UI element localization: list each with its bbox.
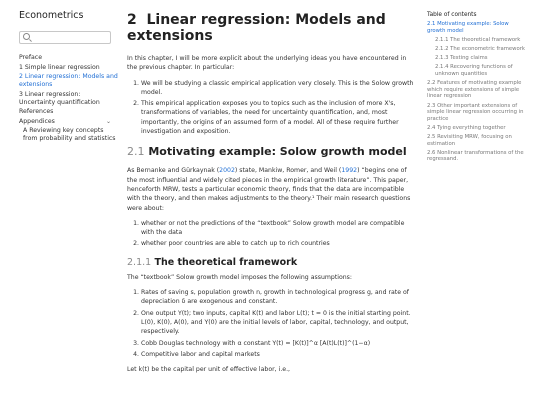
toc-title: Table of contents	[427, 12, 477, 18]
chapter-number: 2	[127, 12, 137, 28]
text-run: ) “begins one of the most influential and widely cited pieces in the empirical growth literature”. This paper, henceforth MRW, tests a particular economic theory, finds that the data are incompatible with the theory, and then makes adjustments to the theory.¹ Their main research questions were about:	[127, 167, 411, 212]
left-sidebar	[0, 0, 118, 405]
search-box[interactable]	[19, 31, 111, 44]
nav-item-chapter-1[interactable]: 1 Simple linear regression	[19, 63, 100, 71]
chevron-down-icon[interactable]: ⌄	[105, 117, 111, 125]
nav-item-appendices-label[interactable]: Appendices	[19, 117, 55, 125]
search-input[interactable]	[32, 32, 110, 43]
toc-item[interactable]: 2.1.3 Testing claims	[435, 55, 488, 62]
text-run: As Bernanke and Gürkaynak (	[127, 167, 220, 175]
section-title: Motivating example: Solow growth model	[148, 145, 407, 159]
toc-item[interactable]: 2.1 Motivating example: Solow growth model	[427, 21, 509, 34]
assumptions-list	[127, 288, 417, 359]
toc-item[interactable]: 2.3 Other important extensions of simple linear regression occurring in practice	[427, 102, 524, 122]
search-icon	[23, 33, 30, 40]
intro-paragraph: In this chapter, I will be more explicit about the underlying ideas you have encountered in the previous chapter. In particular:	[127, 55, 407, 72]
list-item: 1. Rates of saving s, population growth n, growth in technological progress g, and rate of depreciation δ are exogenous and constant.	[141, 288, 417, 307]
closing-paragraph: Let k(t) be the capital per unit of effective labor, i.e.,	[127, 366, 291, 374]
list-item: 1. whether or not the predictions of the “textbook” Solow growth model are compatible with the data	[141, 219, 417, 238]
toc-item[interactable]: 2.6 Nonlinear transformations of the regressand.	[427, 149, 524, 163]
nav-item-appendices[interactable]	[19, 118, 111, 128]
section-heading	[127, 145, 417, 158]
table-of-contents	[427, 12, 525, 166]
toc-item[interactable]: 2.4 Tying everything together	[427, 124, 506, 131]
toc-item[interactable]: 2.1.2 The econometric framework	[435, 45, 525, 52]
list-item: 3. Cobb Douglas technology with α constant Y(t) = [K(t)]^α [A(t)L(t)]^(1−α)	[141, 339, 417, 348]
site-title[interactable]: Econometrics	[19, 10, 84, 21]
subsection-paragraph: The “textbook” Solow growth model imposes the following assumptions:	[127, 273, 352, 281]
nav-item-preface[interactable]: Preface	[19, 54, 43, 61]
text-run: ) state, Mankiw, Romer, and Weil (	[234, 167, 342, 175]
list-item: 2. This empirical application exposes you to topics such as the inclusion of more X's, transformations of variables, the need for uncertainty quantification, and, most importantly, the origins of an assumed form of a model. All of these require further investigation and exposition.	[141, 99, 417, 136]
citation-link[interactable]: 1992	[341, 167, 358, 175]
list-item: 2. whether poor countries are able to catch up to rich countries	[141, 239, 417, 248]
section-paragraph	[127, 166, 417, 212]
questions-list	[127, 219, 417, 249]
section-number: 2.1	[127, 145, 145, 159]
nav-item-chapter-3[interactable]: 3 Linear regression: Uncertainty quantification	[19, 90, 100, 106]
chapter-title: Linear regression: Models and extensions	[127, 12, 386, 44]
toc-item[interactable]: 2.1.4 Recovering functions of unknown quantities	[435, 64, 513, 77]
subsection-heading	[127, 257, 417, 268]
list-item: 1. We will be studying a classic empirical application very closely. This is the Solow growth model.	[141, 79, 417, 98]
main-content	[127, 12, 417, 380]
chapter-nav	[19, 54, 118, 143]
nav-item-chapter-2[interactable]: 2 Linear regression: Models and extensions	[19, 73, 118, 88]
subsection-title: The theoretical framework	[154, 256, 298, 268]
page-title	[127, 12, 417, 44]
list-item: 2. One output Y(t); two inputs, capital K(t) and labor L(t); t = 0 is the initial starting point. L(0), K(0), A(0), and Y(0) are the initial levels of labor, capital, technology, and output, respectively.	[141, 309, 417, 337]
subsection-number: 2.1.1	[127, 256, 152, 268]
nav-item-appendix-a[interactable]: A Reviewing key concepts from probability and statistics	[23, 127, 116, 142]
toc-item[interactable]: 2.5 Revisiting MRW, focusing on estimation	[427, 134, 512, 147]
intro-list	[127, 79, 417, 137]
citation-link[interactable]: 2002	[219, 167, 235, 175]
list-item: 4. Competitive labor and capital markets	[141, 350, 417, 359]
toc-item[interactable]: 2.1.1 The theoretical framework	[435, 36, 521, 43]
toc-item[interactable]: 2.2 Features of motivating example which require extensions of simple linear regression	[427, 80, 522, 100]
nav-item-references[interactable]: References	[19, 108, 54, 115]
